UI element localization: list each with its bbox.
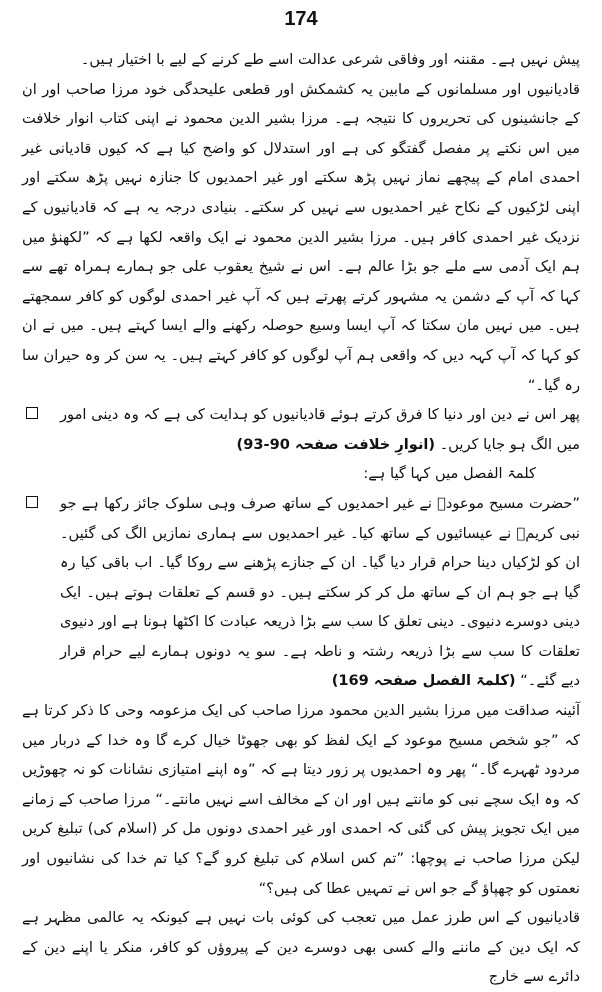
bullet-text-2: ”حضرت مسیح موعودؑ نے غیر احمدیوں کے ساتھ صرف وہی سلوک جائز رکھا ہے جو نبی کریمؐ نے عیسائیوں کے ساتھ کیا۔ غیر احمدیوں سے ہماری نمازیں الگ کی گئیں۔ ان کو لڑکیاں دینا حرام قرار دیا گیا۔ ان کے جنازے پڑھنے سے روکا گیا۔ اب باقی کیا رہ گیا ہے جو ہم ان کے ساتھ مل کر کر سکتے ہیں۔ دو قسم کے تعلقات ہوتے ہیں۔ ایک دینی دوسرے دنیوی۔ دینی تعلق کا سب سے بڑا ذریعہ عبادت کا اکٹھا ہونا ہے اور دنیوی تعلقات کا سب سے بڑا ذریعہ رشتہ و ناطہ ہے۔ سو یہ دونوں ہمارے لیے حرام قرار دیے گئے۔“: [60, 494, 580, 690]
bullet-text-1: پھر اس نے دین اور دنیا کا فرق کرتے ہوئے قادیانیوں کو ہدایت کی ہے کہ وہ دینی امور میں الگ ہو جایا کریں۔: [60, 406, 580, 453]
body-text: [22, 45, 580, 992]
paragraph-4: قادیانیوں کے اس طرز عمل میں تعجب کی کوئی بات نہیں ہے کیونکہ یہ عالمی مظہر ہے کہ ایک دین کے ماننے والے کسی بھی دوسرے دین کے پیروؤں کو کافر، منکر یا اپنے دین کے دائرے سے خارج: [22, 909, 580, 986]
checkbox-bullet-icon: [26, 407, 38, 419]
checkbox-bullet-icon: [26, 496, 38, 508]
bullet-reference-1: (انوارِ خلافت صفحہ 90-93): [236, 435, 436, 453]
bullet-paragraph-1: [22, 400, 580, 459]
page-number: 174: [284, 8, 318, 30]
bullet-reference-2: (کلمۃ الفصل صفحہ 169): [331, 672, 516, 690]
paragraph-2: قادیانیوں اور مسلمانوں کے مابین یہ کشمکش اور قطعی علیحدگی خود مرزا صاحب اور ان کے جانشینوں کی تحریروں کا نتیجہ ہے۔ مرزا بشیر الدین محمود نے اپنی کتاب انوار خلافت میں اس نکتے پر مفصل گفتگو کی ہے اور استدلال کو واضح کیا ہے کہ کیوں قادیانی غیر احمدی امام کے پیچھے نماز نہیں پڑھ سکتے اور غیر احمدیوں کا جنازہ نہیں پڑھ سکتے اور اپنی لڑکیوں کے نکاح غیر احمدیوں سے نہیں کر سکتے۔ بنیادی درجہ یہ ہے کہ قادیانیوں کے نزدیک غیر احمدی کافر ہیں۔ مرزا بشیر الدین محمود نے ایک واقعہ لکھا ہے کہ ”لکھنؤ میں ہم ایک آدمی سے ملے جو بڑا عالم ہے۔ اس نے شیخ یعقوب علی جو ہمارے ہمراہ تھے سے کہا کہ آپ کے دشمن یہ مشہور کرتے پھرتے ہیں کہ آپ غیر احمدی لوگوں کو کافر سمجھتے ہیں۔ میں نہیں مان سکتا کہ آپ ایسا وسیع حوصلہ رکھنے والے ایسا کہتے ہیں۔ میں نے ان کو کہا کہ آپ کہہ دیں کہ واقعی ہم آپ لوگوں کو کافر کہتے ہیں۔ یہ سن کر وہ حیران سا رہ گیا۔“: [22, 80, 580, 394]
paragraph-3: آئینہ صداقت میں مرزا بشیر الدین محمود مرزا صاحب کی ایک مزعومہ وحی کا ذکر کرتا ہے کہ ”جو شخص مسیح موعود کے ایک لفظ کو بھی جھوٹا خیال کرے گا وہ خدا کے دربار میں مردود ٹھہرے گا۔“ پھر وہ احمدیوں پر زور دیتا ہے کہ ”وہ اپنے امتیازی نشانات کو نہ چھوڑیں کہ وہ ایک سچے نبی کو مانتے ہیں اور ان کے مخالف اسے نہیں مانتے۔“ مرزا صاحب کے زمانے میں ایک تجویز پیش کی گئی کہ احمدی اور غیر احمدی دونوں مل کر (اسلام کی) تبلیغ کریں لیکن مرزا صاحب نے پوچھا: ”تم کس اسلام کی تبلیغ کرو گے؟ کیا تم خدا کی نشانیوں اور نعمتوں کو چھپاؤ گے جو اس نے تمہیں عطا کی ہیں؟“: [22, 702, 580, 897]
section-heading: کلمۃ الفصل میں کہا گیا ہے:: [363, 465, 536, 483]
bullet-paragraph-2: [22, 489, 580, 696]
paragraph-1: پیش نہیں ہے۔ مقننہ اور وفاقی شرعی عدالت اسے طے کرنے کے لیے با اختیار ہیں۔: [80, 51, 580, 68]
